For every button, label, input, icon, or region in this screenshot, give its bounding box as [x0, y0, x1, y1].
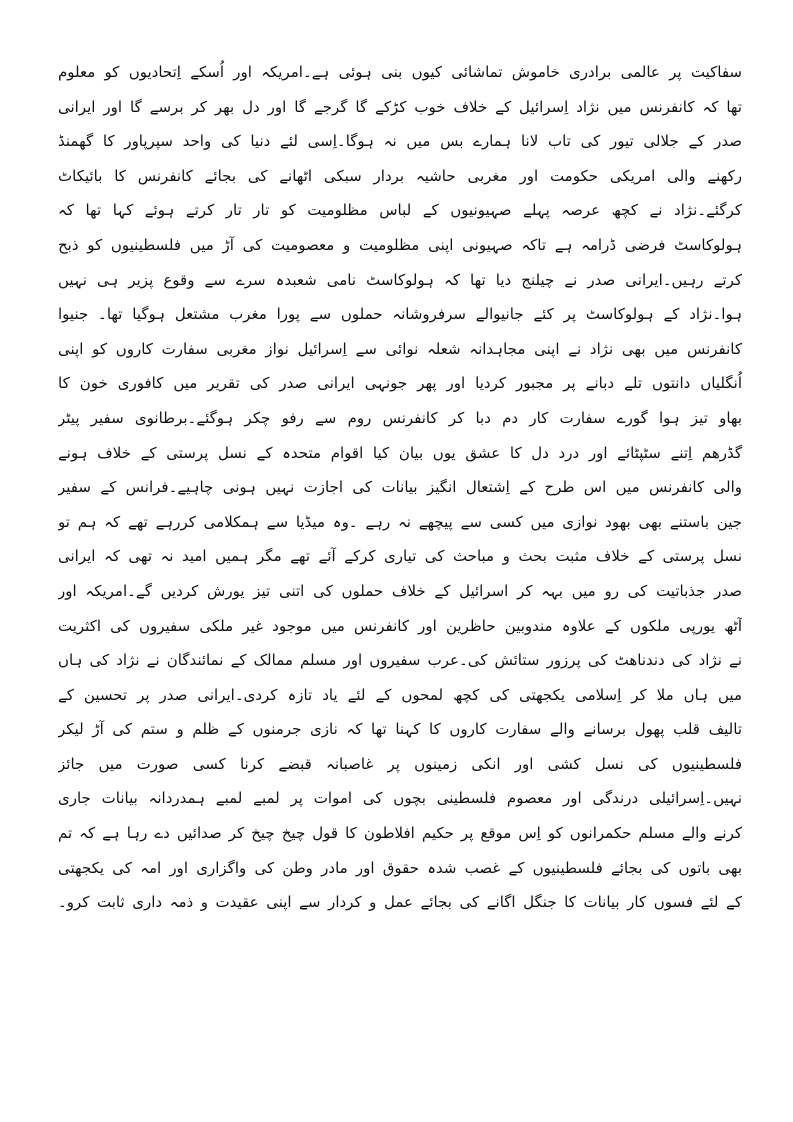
text-line: سفاکیت پر عالمی برادری خاموش تماشائی کیوں بنی ہوئی ہے۔امریکہ اور اُسکے اِتحادیوں کو معلوم	[58, 63, 742, 81]
text-line: فلسطینیوں کی نسل کشی اور انکی زمینوں پر غاصبانہ قبضے کرنا کسی صورت میں جائز	[58, 754, 742, 773]
text-line: آٹھ یورپی ملکوں کے علاوہ مندوبین حاظرین اور کانفرنس میں موجود غیر ملکی سفیروں کی اکثریت	[58, 616, 742, 635]
text-line: نسل پرستی کے خلاف مثبت بحث و مباحث کی تیاری کرکے آئے تھے مگر ہمیں امید نہ تھی کہ ایرانی	[58, 547, 742, 566]
text-line: تالیف قلب پھول برسانے والے سفارت کاروں کا کہنا تھا کہ نازی جرمنوں کے ظلم و ستم کی آڑ لیکر	[58, 720, 742, 739]
text-line: بھی باتوں کی بجائے فلسطینیوں کے غصب شدہ حقوق اور مادر وطن کی واگزاری اور امہ کی یکجھتی	[58, 858, 742, 877]
text-line: ہوا۔نژاد کے ہولوکاسٹ پر کئے جانیوالے سرفروشانہ حملوں سے پورا مغرب مشتعل ہوگیا تھا۔ جنیوا	[58, 305, 742, 324]
text-line: کانفرنس میں بھی نژاد نے اپنی مجاہدانہ شعلہ نوائی سے اِسرائیل نواز مغربی سفارت کاروں کو اپنی	[58, 339, 742, 358]
text-line: نے نژاد کی دندناھٹ کی پرزور ستائش کی۔عرب سفیروں اور مسلم ممالک کے نمائندگان نے نژاد کی ہاں	[58, 651, 742, 670]
text-line: کرنے والے مسلم حکمرانوں کو اِس موقع پر حکیم افلاطون کا قول چیخ چیخ کر صدائیں دے رہا ہے کہ تم	[58, 824, 742, 843]
text-line: تھا کہ کانفرنس میں نژاد اِسرائیل کے خلاف خوب کڑکے گا گرجے گا اور دل بھر کر برسے گا اور ایرانی	[58, 97, 742, 116]
text-line: نہیں۔اِسرائیلی درندگی اور معصوم فلسطینی بچوں کی اموات پر لمبے لمبے ہمدردانہ بیانات جاری	[58, 789, 742, 808]
text-line: میں ہاں ملا کر اِسلامی یکجھتی کی کچھ لمحوں کے لئے یاد تازہ کردی۔ایرانی صدر پر تحسین کے	[58, 685, 742, 704]
text-line: گڈرھم اِتنے سٹپٹائے اور درد دل کا عشق یوں بیان کیا اقوام متحدہ کے نسل پرستی کے خلاف ہونے	[58, 443, 742, 462]
text-line: ہولوکاسٹ فرضی ڈرامہ ہے تاکہ صہیونی اپنی مظلومیت و معصومیت کی آڑ میں فلسطینیوں کو ذبح	[58, 235, 742, 254]
article-body	[58, 55, 742, 920]
text-line: کے لئے فسوں کار بیانات کا جنگل اگانے کی بجائے عمل و کردار سے اپنی عقیدت و ذمہ داری ثابت کرو۔	[58, 893, 742, 912]
text-line: رکھنے والی امریکی حکومت اور مغربی حاشیہ بردار سبکی اٹھانے کی بجائے کانفرنس کا بائیکاٹ	[58, 166, 742, 185]
text-line: جین باستنے بھی بھود نوازی میں کسی سے پیچھے نہ رہے ۔وہ میڈیا سے ہمکلامی کررہے تھے کہ ہم تو	[58, 512, 742, 531]
text-line: کرگئے۔نژاد نے کچھ عرصہ پہلے صہیونیوں کے لباس مظلومیت کو تار تار کرتے ہوئے کہا تھا کہ	[58, 201, 742, 220]
text-line: اُنگلیاں دانتوں تلے دبانے پر مجبور کردیا اور پھر جونہی ایرانی صدر کی تقریر میں کافوری خون کا	[58, 374, 742, 393]
text-line: والی کانفرنس میں اس طرح کے اِشتعال انگیز بیانات کی اجازت نہیں ہونی چاہیے۔فرانس کے سفیر	[58, 478, 742, 497]
text-line: بھاو تیز ہوا گورے سفارت کار دم دبا کر کانفرنس روم سے رفو چکر ہوگئے۔برطانوی سفیر پیٹر	[58, 408, 742, 427]
text-line: کرتے رہیں۔ایرانی صدر نے چیلنج دیا تھا کہ ہولوکاسٹ نامی شعبدہ سرے سے وقوع پزیر ہی نہیں	[58, 270, 742, 289]
text-line: صدر جذباتیت کی رو میں بہہ کر اسرائیل کے خلاف حملوں کی اتنی تیز یورش کردیں گے۔امریکہ اور	[58, 581, 742, 600]
text-line: صدر کے جلالی تیور کی تاب لانا ہمارے بس میں نہ ہوگا۔اِسی لئے دنیا کی واحد سپرپاور کا گھمنڈ	[58, 132, 742, 151]
